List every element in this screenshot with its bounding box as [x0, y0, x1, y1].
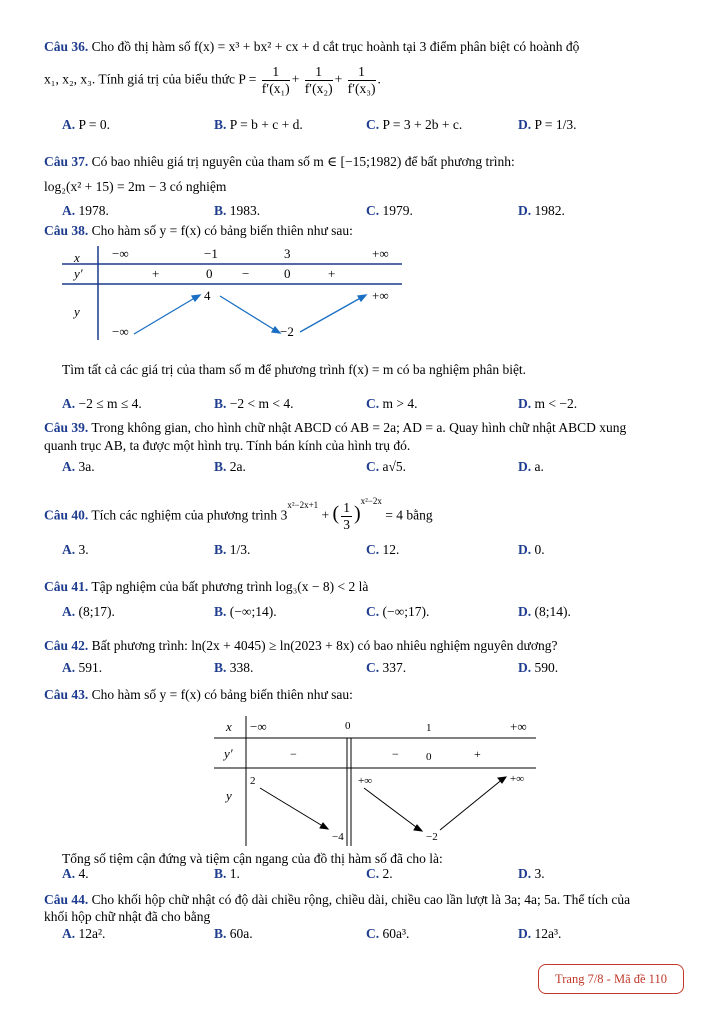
question-41 — [44, 578, 689, 596]
option-d[interactable]: D. 3. — [518, 866, 545, 881]
y-value: 2 — [250, 775, 256, 787]
label-x: x — [226, 719, 232, 734]
option-b[interactable]: B. 1983. — [214, 203, 261, 218]
question-37-line2: log₂(x² + 15) = 2m − 3 có nghiệm — [44, 179, 227, 194]
question-38-line2: Tìm tất cả các giá trị của tham số m để phương trình f(x) = m có ba nghiệm phân biệt. — [62, 362, 527, 377]
yprime-sign: − — [392, 747, 399, 761]
yprime-sign: 0 — [426, 751, 432, 763]
label-y: y — [226, 788, 232, 803]
option-a[interactable]: A. 12a². — [62, 926, 106, 941]
option-a[interactable]: A. 591. — [62, 660, 103, 675]
label-yprime: y′ — [224, 746, 233, 761]
option-d[interactable]: D. 590. — [518, 660, 559, 675]
arrow-down — [364, 788, 420, 830]
x-value: +∞ — [510, 719, 527, 734]
y-value: +∞ — [372, 288, 389, 303]
question-text: Cho khối hộp chữ nhật có độ dài chiều rộng, chiều dài, chiều cao lần lượt là 3a; 4a; 5a. Thể tích của — [91, 892, 631, 907]
arrow-down — [220, 296, 278, 332]
label-yprime: y′ — [74, 266, 83, 281]
option-c[interactable]: C. a√5. — [366, 459, 407, 474]
arrow-down — [260, 788, 326, 828]
yprime-sign: + — [328, 266, 336, 281]
question-36 — [44, 38, 689, 56]
question-43-line2: Tổng số tiệm cận đứng và tiệm cận ngang của đồ thị hàm số đã cho là: — [62, 851, 443, 866]
question-text: Cho đồ thị hàm số f(x) = x³ + bx² + cx + d cắt trục hoành tại 3 điểm phân biệt có hoành độ — [91, 39, 580, 54]
yprime-sign: + — [152, 266, 160, 281]
option-b[interactable]: B. (−∞;14). — [214, 604, 277, 619]
question-text: Cho hàm số y = f(x) có bảng biến thiên như sau: — [91, 687, 353, 702]
question-text: Tích các nghiệm của phương trình — [91, 507, 278, 523]
page-footer: Trang 7/8 - Mã đề 110 — [538, 964, 684, 994]
y-value: −2 — [280, 324, 294, 339]
question-number: Câu 40. — [44, 507, 89, 523]
variation-table-43 — [214, 712, 544, 848]
option-d[interactable]: D. 0. — [518, 542, 545, 557]
arrow-up — [134, 296, 198, 334]
x-value: 0 — [345, 720, 351, 732]
x-value: +∞ — [372, 246, 389, 261]
question-44 — [44, 891, 689, 909]
question-44-line2: khối hộp chữ nhật đã cho bằng — [44, 909, 211, 924]
y-value: +∞ — [510, 773, 525, 785]
option-c[interactable]: C. 1979. — [366, 203, 413, 218]
x-value: −∞ — [250, 719, 267, 734]
yprime-sign: − — [290, 747, 297, 761]
question-37 — [44, 153, 689, 171]
option-a[interactable]: A. P = 0. — [62, 117, 110, 132]
arrow-up — [300, 296, 364, 332]
x-value: 1 — [426, 722, 432, 734]
option-d[interactable]: D. P = 1/3. — [518, 117, 577, 132]
question-number: Câu 43. — [44, 687, 89, 702]
option-b[interactable]: B. −2 < m < 4. — [214, 396, 294, 411]
option-a[interactable]: A. (8;17). — [62, 604, 115, 619]
option-b[interactable]: B. 1/3. — [214, 542, 251, 557]
y-value: −∞ — [112, 324, 129, 339]
option-d[interactable]: D. 1982. — [518, 203, 565, 218]
option-c[interactable]: C. 2. — [366, 866, 393, 881]
option-c[interactable]: C. m > 4. — [366, 396, 418, 411]
question-number: Câu 37. — [44, 154, 89, 169]
option-c[interactable]: C. P = 3 + 2b + c. — [366, 117, 463, 132]
question-39-line2: quanh trục AB, ta được một hình trụ. Tính bán kính của hình trụ đó. — [44, 438, 411, 453]
question-number: Câu 42. — [44, 638, 89, 653]
option-a[interactable]: A. 1978. — [62, 203, 109, 218]
question-42 — [44, 637, 689, 655]
arrow-up — [440, 778, 504, 830]
yprime-sign: − — [242, 266, 250, 281]
question-43 — [44, 686, 689, 704]
option-c[interactable]: C. 60a³. — [366, 926, 410, 941]
option-d[interactable]: D. (8;14). — [518, 604, 571, 619]
question-number: Câu 44. — [44, 892, 89, 907]
x-value: 3 — [284, 246, 291, 261]
y-value: −2 — [426, 831, 438, 843]
fraction: $\frac{1}{\text{f′(x₂)}}$ — [304, 64, 333, 96]
option-c[interactable]: C. 12. — [366, 542, 400, 557]
question-text: Có bao nhiêu giá trị nguyên của tham số m ∈ [−15;1982) để bất phương trình: — [91, 154, 515, 169]
question-text: Bất phương trình: ln(2x + 4045) ≥ ln(2023 + 8x) có bao nhiêu nghiệm nguyên dương? — [91, 638, 558, 653]
question-39 — [44, 419, 689, 437]
question-number: Câu 36. — [44, 39, 89, 54]
fraction: $\frac{1}{\text{f′(x₃)}}$ — [347, 64, 376, 96]
variation-table-38 — [62, 244, 402, 344]
x-value: −1 — [204, 246, 218, 261]
x-value: −∞ — [112, 246, 129, 261]
option-b[interactable]: B. 60a. — [214, 926, 253, 941]
question-text: Tập nghiệm của bất phương trình log₃(x − 8) < 2 là — [91, 579, 369, 594]
question-number: Câu 38. — [44, 223, 89, 238]
option-b[interactable]: B. 2a. — [214, 459, 246, 474]
option-c[interactable]: C. (−∞;17). — [366, 604, 430, 619]
question-number: Câu 41. — [44, 579, 89, 594]
question-number: Câu 39. — [44, 420, 89, 435]
option-a[interactable]: A. −2 ≤ m ≤ 4. — [62, 396, 142, 411]
question-36-formula: x₁, x₂, x₃. Tính giá trị của biểu thức P = $\frac{1}{\text{f′(x₁)}}$ + $\frac{1}{\text{f′(x₂)}}$ + $\frac{1}{\text{f′(x₃)}}$ . — [44, 64, 381, 96]
question-text: Cho hàm số y = f(x) có bảng biến thiên như sau: — [91, 223, 353, 238]
question-text: Trong không gian, cho hình chữ nhật ABCD có AB = 2a; AD = a. Quay hình chữ nhật ABCD xung — [91, 420, 627, 435]
y-value: 4 — [204, 288, 211, 303]
option-d[interactable]: D. 12a³. — [518, 926, 562, 941]
option-a[interactable]: A. 3a. — [62, 459, 95, 474]
y-value: −4 — [332, 831, 344, 843]
option-b[interactable]: B. 338. — [214, 660, 254, 675]
option-a[interactable]: A. 3. — [62, 542, 89, 557]
yprime-sign: + — [474, 747, 481, 761]
option-d[interactable]: D. m < −2. — [518, 396, 578, 411]
question-text: x₁, x₂, x₃. Tính giá trị của biểu thức P = — [44, 71, 257, 87]
yprime-sign: 0 — [206, 266, 213, 281]
question-40: Câu 40. Tích các nghiệm của phương trình $3^{x^2-2x+1}$ + ( $\frac{1}{3}$ )$^{x^2-2x}$ = 4 bằng — [44, 496, 433, 532]
option-b[interactable]: B. P = b + c + d. — [214, 117, 303, 132]
label-x: x — [74, 250, 80, 265]
option-c[interactable]: C. 337. — [366, 660, 407, 675]
option-d[interactable]: D. a. — [518, 459, 544, 474]
option-b[interactable]: B. 1. — [214, 866, 240, 881]
y-value: +∞ — [358, 775, 373, 787]
label-y: y — [74, 304, 80, 319]
yprime-sign: 0 — [284, 266, 291, 281]
fraction: $\frac{1}{\text{f′(x₁)}}$ — [261, 64, 290, 96]
option-a[interactable]: A. 4. — [62, 866, 89, 881]
question-38 — [44, 222, 689, 240]
